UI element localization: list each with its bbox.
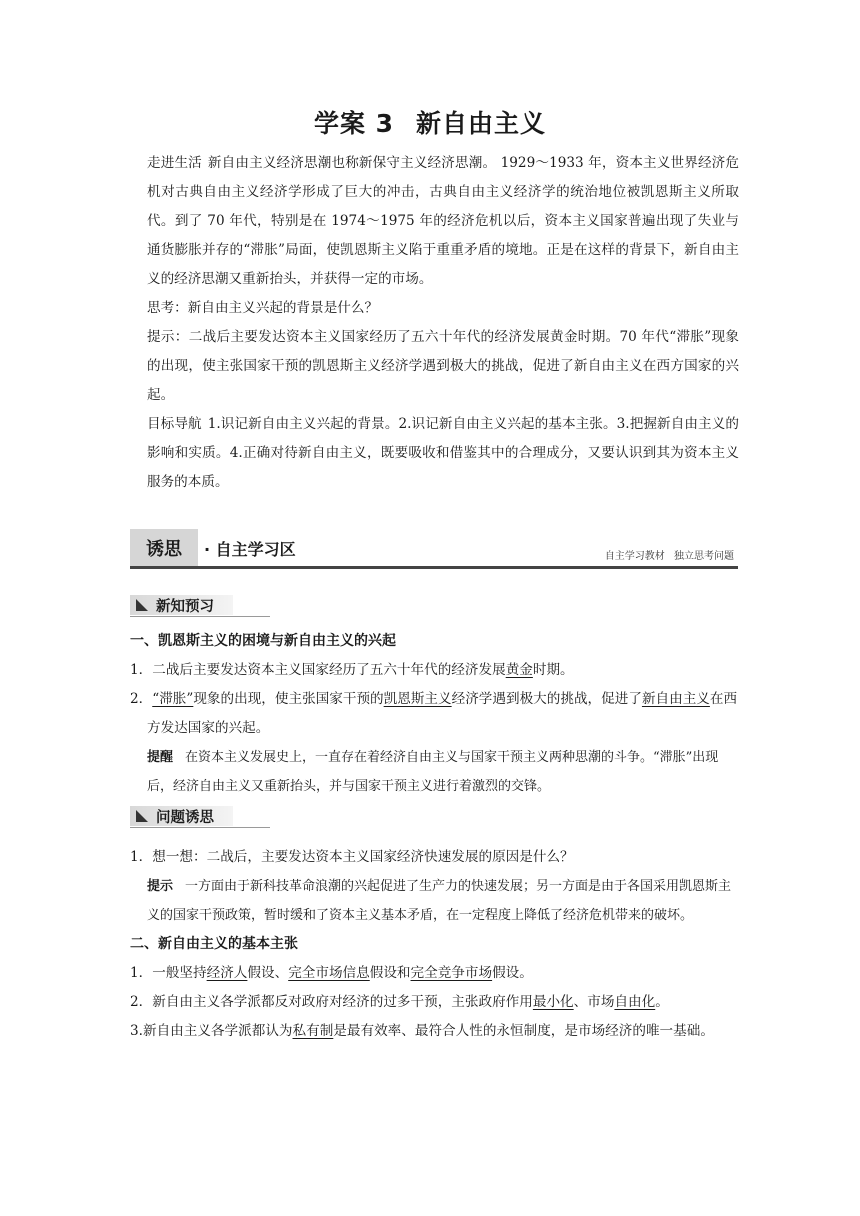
section-label-new: [130, 595, 270, 619]
blank-answer: 私有制: [292, 1023, 334, 1039]
list-item: 1．一般坚持经济人假设、完全市场信息假设和完全竞争市场假设。: [130, 965, 533, 981]
banner-rule: [130, 566, 738, 569]
question-block: [130, 843, 740, 1046]
hint-label: 提示: [147, 879, 174, 894]
section-banner: [130, 529, 738, 569]
question-item: 1．想一想：二战后，主要发达资本主义国家经济快速发展的原因是什么？: [130, 849, 574, 865]
life-text: 新自由主义经济思潮也称新保守主义经济思潮。 1929～1933 年，资本主义世界经济危机对古典自由主义经济学形成了巨大的冲击，古典自由主义经济学的统治地位被凯恩斯主义所取代。到了 70 年代，特别是在 1974～1975 年的经济危机以后，资本主义国家普遍出现了失业与通货膨胀并存的“滞胀”局面，使凯恩斯主义陷于重重矛盾的境地。正是在这样的背景下，新自由主义的经济思潮又重新抬头，并获得一定的市场。: [147, 155, 740, 287]
heading-two: 二、新自由主义的基本主张: [130, 936, 298, 952]
goal-label: 目标导航: [147, 416, 202, 432]
blank-answer: 凯恩斯主义: [383, 691, 452, 707]
heading-one: 一、凯恩斯主义的困境与新自由主义的兴起: [130, 633, 396, 649]
hint-paragraph: 提示：二战后主要发达资本主义国家经历了五六十年代的经济发展黄金时期。70 年代“滞胀”现象的出现，使主张国家干预的凯恩斯主义经济学遇到极大的挑战，促进了新自由主义在西方国家的兴起。: [147, 329, 739, 403]
blank-answer: 完全竞争市场: [410, 965, 493, 981]
hint-note: 提示 一方面由于新科技革命浪潮的兴起促进了生产力的快速发展；另一方面是由于各国采用凯恩斯主义的国家干预政策，暂时缓和了资本主义基本矛盾，在一定程度上降低了经济危机带来的破坏。: [147, 879, 732, 923]
blank-answer: 黄金: [505, 662, 533, 678]
blank-answer: “滞胀”: [152, 691, 194, 707]
page-title: [0, 104, 860, 140]
goal-text: 1.识记新自由主义兴起的背景。2.识记新自由主义兴起的基本主张。3.把握新自由主义的影响和实质。4.正确对待新自由主义，既要吸收和借鉴其中的合理成分，又要认识到其为资本主义服务的本质。: [147, 416, 739, 490]
section-label-question: [130, 806, 270, 830]
banner-tab: 诱思: [130, 529, 198, 567]
remind-note: 提醒 在资本主义发展史上，一直存在着经济自由主义与国家干预主义两种思潮的斗争。“滞胀”出现后，经济自由主义又重新抬头，并与国家干预主义进行着激烈的交锋。: [147, 750, 719, 794]
banner-right-text: 自主学习教材 独立思考问题: [604, 551, 734, 562]
life-label: 走进生活: [147, 155, 202, 171]
blank-answer: 新自由主义: [641, 691, 710, 707]
remind-label: 提醒: [147, 750, 174, 765]
list-item: 3.新自由主义各学派都认为私有制是最有效率、最符合人性的永恒制度，是市场经济的唯一基础。: [130, 1023, 714, 1039]
list-item: 2．新自由主义各学派都反对政府对经济的过多干预，主张政府作用最小化、市场自由化。: [130, 994, 669, 1010]
blank-answer: 自由化: [614, 994, 656, 1010]
intro-block: [147, 149, 739, 497]
blank-answer: 最小化: [532, 994, 574, 1010]
intro-life-paragraph: [147, 149, 739, 294]
think-question: 思考：新自由主义兴起的背景是什么？: [147, 300, 379, 316]
new-knowledge-block: [130, 627, 740, 801]
corner-triangle-icon: [132, 595, 150, 615]
goal-paragraph: [147, 410, 739, 497]
list-item: 2．“滞胀”现象的出现，使主张国家干预的凯恩斯主义经济学遇到极大的挑战，促进了新自由主义在西方发达国家的兴起。: [130, 691, 738, 736]
banner-subtitle: · 自主学习区: [204, 540, 296, 559]
title-prefix: 学案 3: [313, 109, 395, 138]
blank-answer: 经济人: [206, 965, 248, 981]
blank-answer: 完全市场信息: [288, 965, 370, 981]
section-label-text: 问题诱思: [156, 809, 214, 826]
corner-triangle-icon: [132, 806, 150, 826]
list-item: 1．二战后主要发达资本主义国家经历了五六十年代的经济发展黄金时期。: [130, 662, 574, 678]
section-label-text: 新知预习: [156, 598, 214, 615]
title-main: 新自由主义: [416, 109, 547, 138]
